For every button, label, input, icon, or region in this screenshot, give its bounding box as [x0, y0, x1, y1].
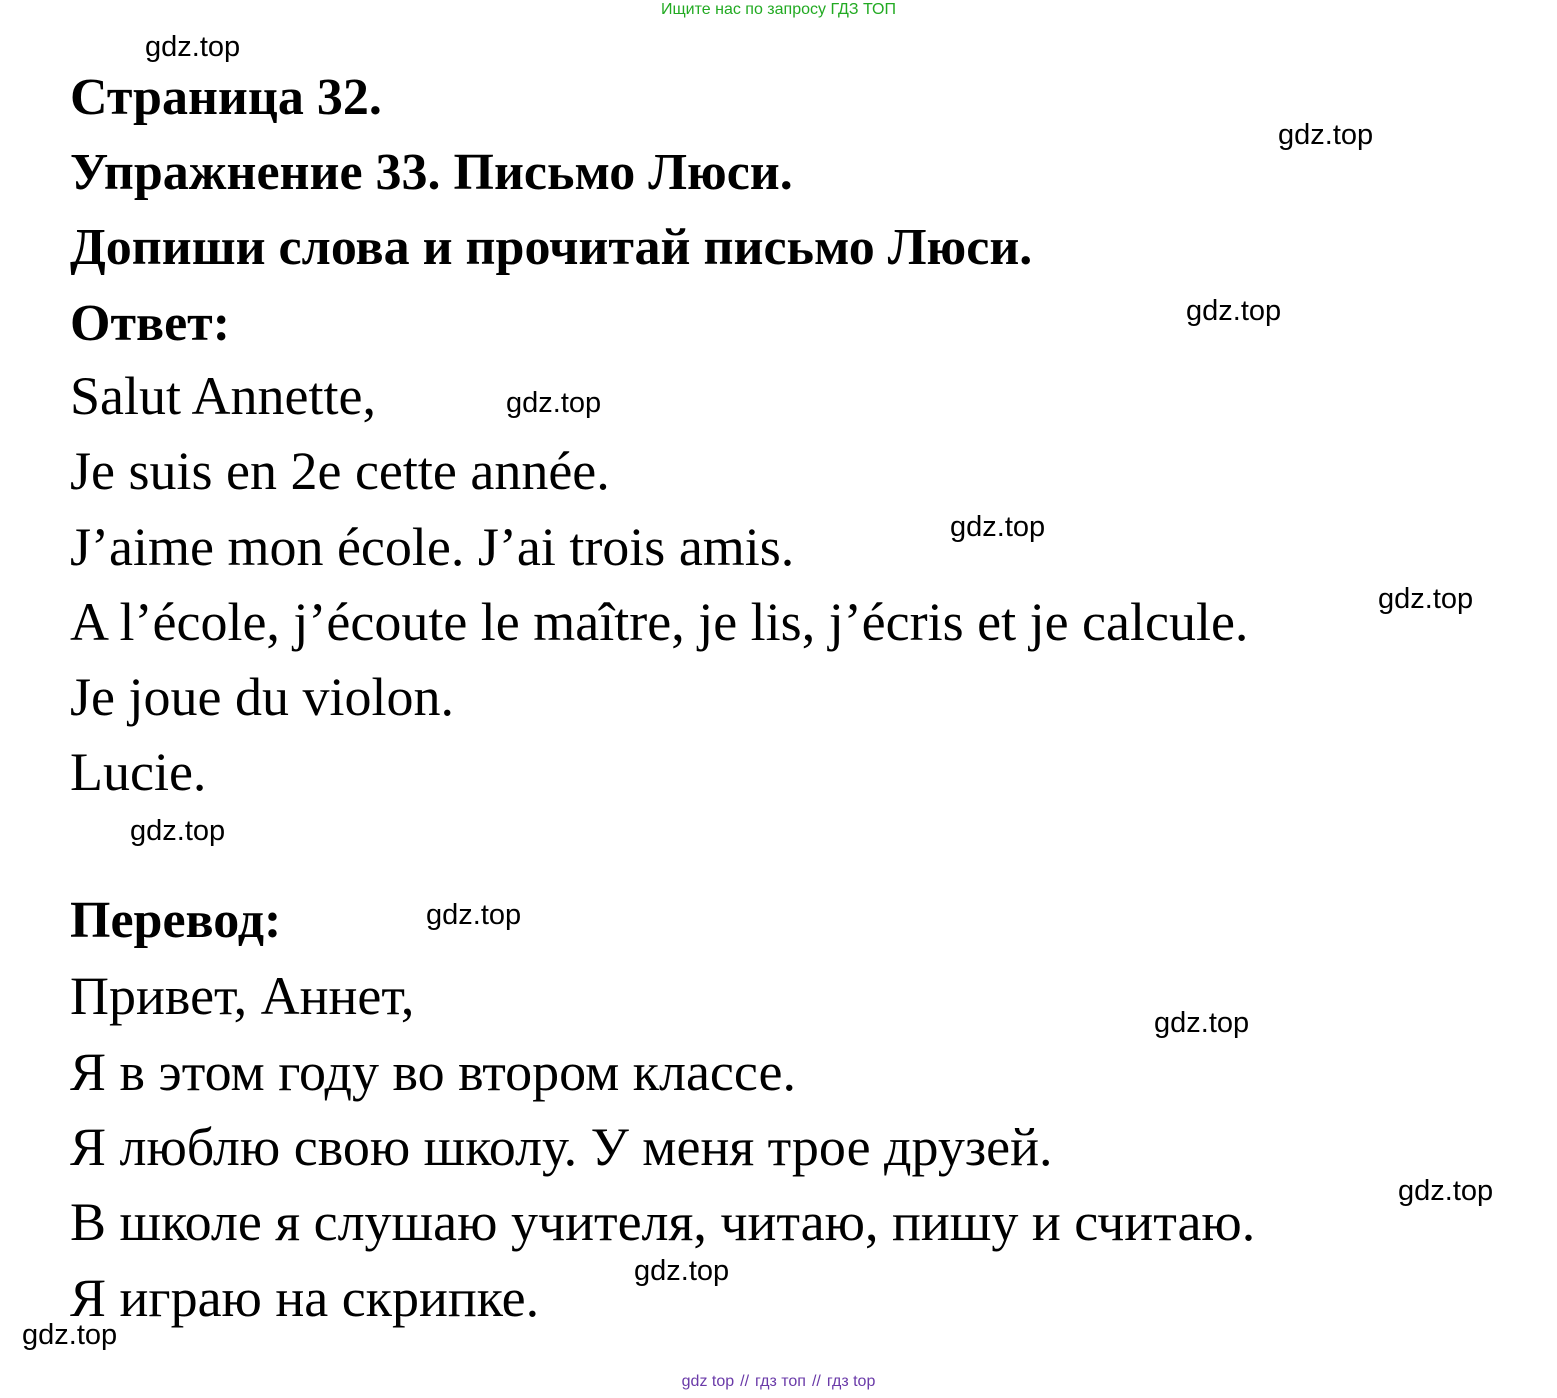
watermark: gdz.top — [426, 899, 522, 931]
translation-line-4: В школе я слушаю учителя, читаю, пишу и считаю. — [70, 1192, 1256, 1252]
translation-line-3: Я люблю свою школу. У меня трое друзей. — [70, 1117, 1053, 1177]
answer-line-5: Je joue du violon. — [70, 667, 454, 727]
bottom-banner — [0, 1373, 1557, 1391]
translation-line-1: Привет, Аннет, — [70, 966, 415, 1026]
answer-line-2: Je suis en 2e cette année. — [70, 441, 610, 501]
answer-line-6: Lucie. — [70, 742, 207, 802]
answer-line-4: A l’école, j’écoute le maître, je lis, j’écris et je calcule. — [70, 592, 1249, 652]
answer-line-1: Salut Annette, — [70, 366, 376, 426]
answer-heading: Ответ: — [70, 295, 231, 352]
exercise-title: Упражнение 33. Письмо Люси. — [70, 144, 793, 201]
bottom-banner-separator: // — [740, 1373, 750, 1390]
watermark: gdz.top — [22, 1319, 118, 1351]
watermark: gdz.top — [506, 387, 602, 419]
translation-line-2: Я в этом году во втором классе. — [70, 1042, 796, 1102]
page-title: Страница 32. — [70, 69, 382, 126]
watermark: gdz.top — [1398, 1175, 1494, 1207]
watermark: gdz.top — [1186, 295, 1282, 327]
translation-line-5: Я играю на скрипке. — [70, 1268, 540, 1328]
answer-line-3: J’aime mon école. J’ai trois amis. — [70, 517, 795, 577]
watermark: gdz.top — [1154, 1007, 1250, 1039]
task-text: Допиши слова и прочитай письмо Люси. — [70, 219, 1033, 276]
bottom-banner-item: гдз top — [826, 1373, 876, 1390]
watermark: gdz.top — [145, 31, 241, 63]
top-banner: Ищите нас по запросу ГДЗ ТОП — [661, 1, 896, 18]
watermark: gdz.top — [950, 511, 1046, 543]
translation-heading: Перевод: — [70, 892, 282, 949]
watermark: gdz.top — [130, 815, 226, 847]
watermark: gdz.top — [1278, 119, 1374, 151]
watermark: gdz.top — [1378, 583, 1474, 615]
bottom-banner-item: гдз топ — [755, 1373, 806, 1390]
bottom-banner-separator: // — [811, 1373, 821, 1390]
bottom-banner-item: gdz top — [681, 1373, 735, 1390]
watermark: gdz.top — [634, 1255, 730, 1287]
